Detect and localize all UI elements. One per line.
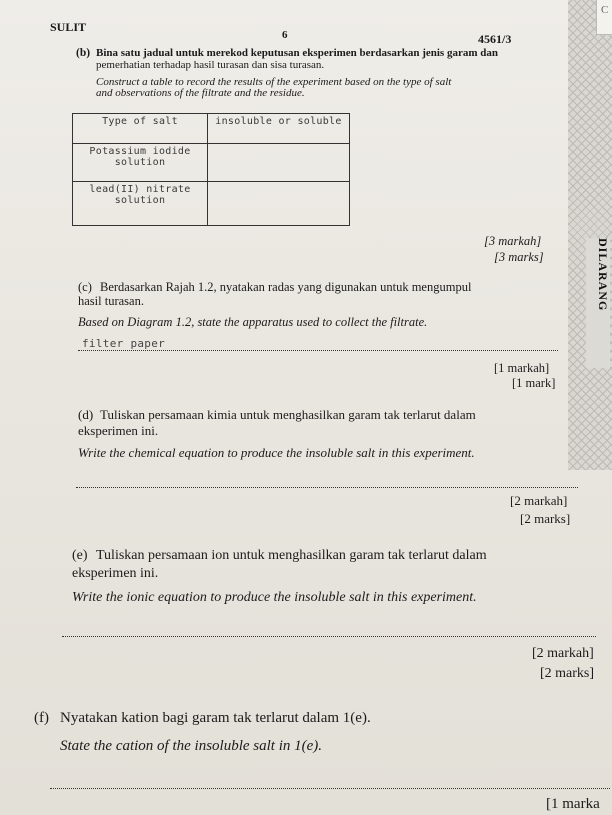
question-c-marks-malay: [1 markah] xyxy=(494,361,550,375)
adjacent-page-warning: DILARANG xyxy=(586,238,610,368)
question-c-label: (c) xyxy=(78,280,92,294)
question-b-english-cont: and observations of the filtrate and the residue. xyxy=(96,87,305,99)
question-d-marks-english: [2 marks] xyxy=(520,511,571,526)
table-cell-salt-1-cont: solution xyxy=(114,157,166,168)
question-b-marks-malay: [3 markah] xyxy=(484,234,542,248)
table-cell-solubility-1 xyxy=(208,144,350,182)
question-c-english: Based on Diagram 1.2, state the apparatus used to collect the filtrate. xyxy=(78,315,428,329)
question-b-label: (b) xyxy=(76,47,91,59)
table-header-salt-type: Type of salt xyxy=(73,114,208,144)
question-d-label: (d) xyxy=(78,407,94,422)
question-b-malay-cont: pemerhatian terhadap hasil turasan dan sisa turasan. xyxy=(96,59,325,71)
table-cell-salt-2-cont: solution xyxy=(114,195,166,206)
table-row xyxy=(73,144,208,182)
question-d-malay: Tuliskan persamaan kimia untuk menghasilkan garam tak terlarut dalam xyxy=(100,407,476,422)
question-b-malay: Bina satu jadual untuk merekod keputusan eksperimen berdasarkan jenis garam dan xyxy=(96,47,498,59)
question-b-marks-english: [3 marks] xyxy=(494,250,544,264)
question-e-marks-english: [2 marks] xyxy=(540,666,595,681)
question-e-malay: Tuliskan persamaan ion untuk menghasilkan garam tak terlarut dalam xyxy=(96,548,487,563)
question-b-english: Construct a table to record the results of the experiment based on the type of salt xyxy=(96,76,452,88)
results-table xyxy=(72,113,350,226)
question-e-answer-line xyxy=(62,636,596,637)
question-c-malay: Berdasarkan Rajah 1.2, nyatakan radas yang digunakan untuk mengumpul xyxy=(100,280,472,294)
question-c-marks-english: [1 mark] xyxy=(512,376,556,390)
table-header-solubility: insoluble or soluble xyxy=(208,114,350,144)
question-c-answer-line xyxy=(78,350,558,351)
question-f-answer-line xyxy=(50,788,610,789)
table-cell-salt-1: Potassium iodide xyxy=(89,146,191,157)
question-f-english: State the cation of the insoluble salt in 1(e). xyxy=(60,738,323,754)
sulit-label: SULIT xyxy=(50,20,87,34)
question-d-marks-malay: [2 markah] xyxy=(510,493,568,508)
table-cell-solubility-2 xyxy=(208,182,350,226)
question-e-label: (e) xyxy=(72,548,88,563)
question-e-malay-cont: eksperimen ini. xyxy=(72,566,159,581)
paper-code: 4561/3 xyxy=(478,32,512,46)
question-f-marks-malay: [1 marka xyxy=(546,796,600,812)
table-row xyxy=(73,182,208,226)
question-e-marks-malay: [2 markah] xyxy=(532,646,594,661)
question-d-malay-cont: eksperimen ini. xyxy=(78,423,159,438)
question-c-answer: filter paper xyxy=(82,337,166,350)
table-cell-salt-2: lead(II) nitrate xyxy=(89,184,191,195)
question-f-malay: Nyatakan kation bagi garam tak terlarut dalam 1(e). xyxy=(60,710,371,726)
question-e-english: Write the ionic equation to produce the insoluble salt in this experiment. xyxy=(72,590,477,605)
question-d-answer-line xyxy=(76,487,578,488)
adjacent-page-tab: C xyxy=(596,0,612,35)
question-d-english: Write the chemical equation to produce the insoluble salt in this experiment. xyxy=(78,445,475,460)
question-c-malay-cont: hasil turasan. xyxy=(78,294,144,308)
page-number: 6 xyxy=(282,29,288,41)
adjacent-page-pattern xyxy=(568,0,612,470)
question-f-label: (f) xyxy=(34,710,49,726)
